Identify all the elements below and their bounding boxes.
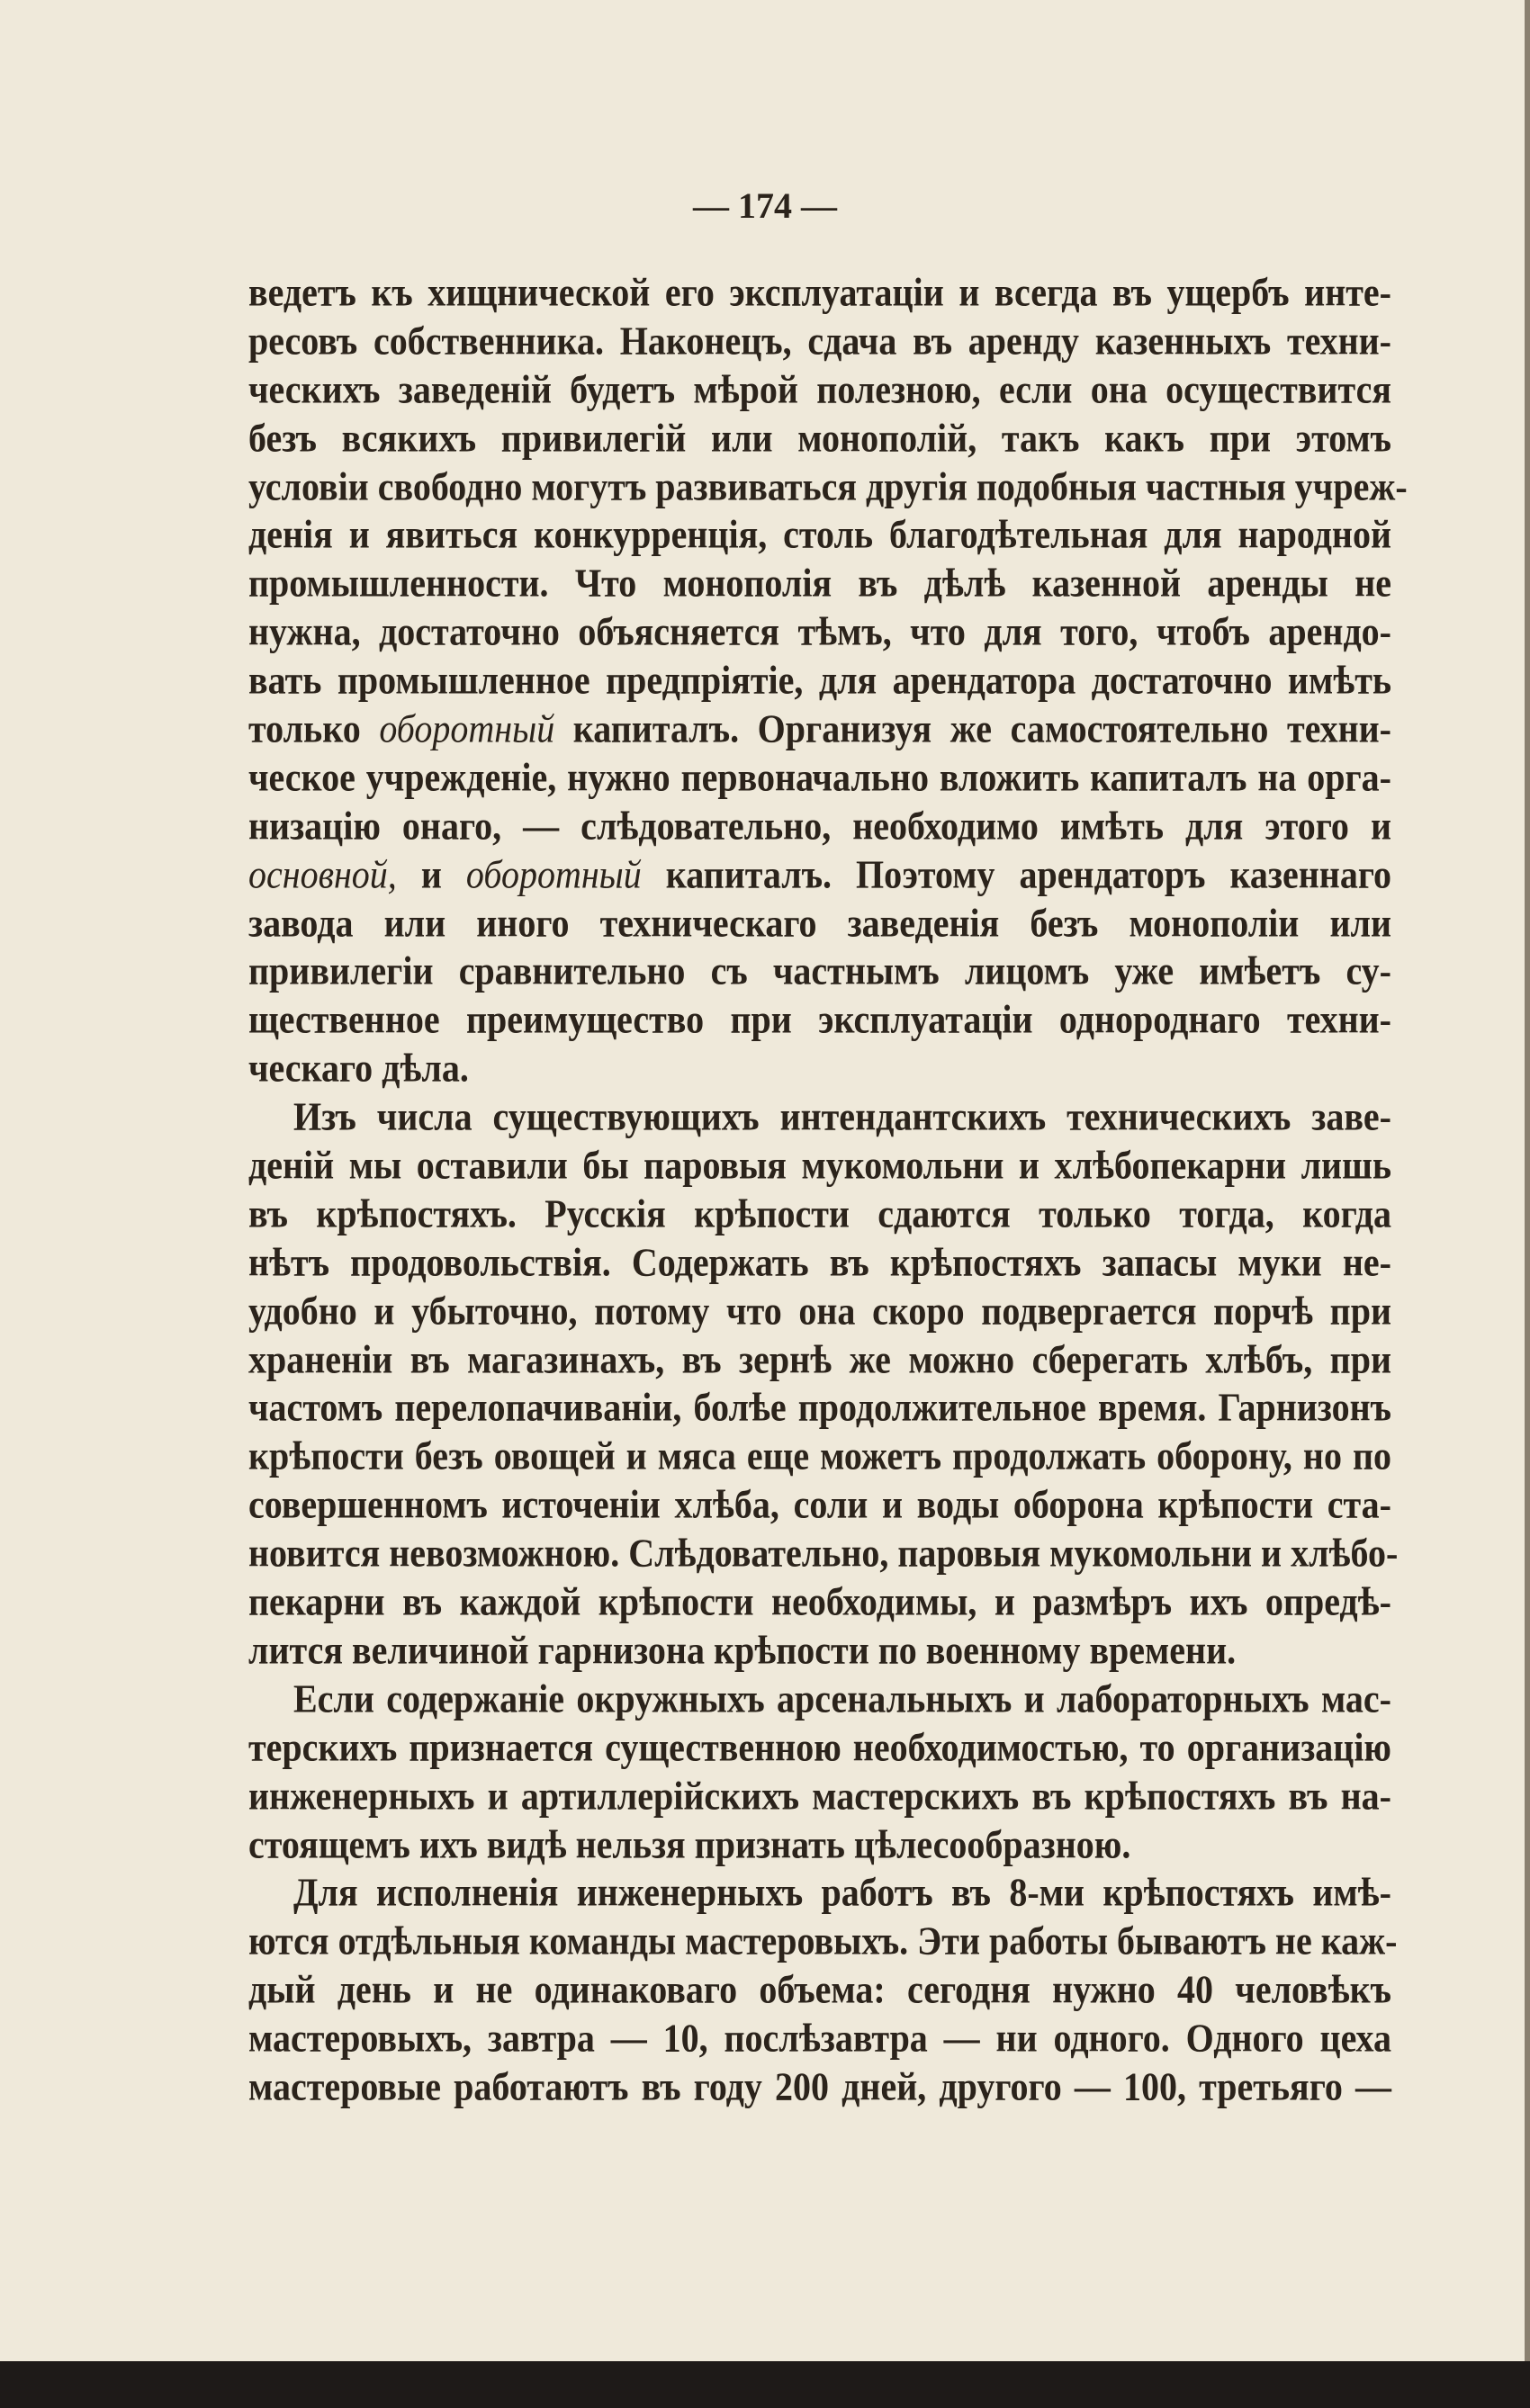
text-line [248,1187,1391,1241]
text-line [248,1672,1391,1726]
text-line [248,702,1391,756]
text-line [248,653,1391,707]
text-line [248,993,1391,1047]
text-segment: щественное преимущество при эксплуатаціи однороднаго техни- [248,996,1391,1043]
text-segment: безъ всякихъ привилегій или монополій, такъ какъ при этомъ [248,414,1391,461]
text-segment: новится невозможною. Слѣдовательно, паровыя мукомольни и хлѣбо- [248,1530,1399,1576]
text-line [248,1914,1398,1968]
text-segment: крѣпости безъ овощей и мяса еще можетъ продолжать оборону, но по [248,1433,1391,1479]
text-line [248,1283,1391,1337]
scan-edge-bottom [0,2361,1530,2408]
text-segment: денія и явиться конкурренція, столь благодѣтельная для народной [248,511,1391,558]
text-line [248,1768,1391,1822]
text-segment: мастеровые работаютъ въ году 200 дней, другого — 100, третьяго — [248,2063,1391,2109]
text-segment: Для исполненія инженерныхъ работъ въ 8-ми крѣпостяхъ имѣ- [293,1869,1391,1916]
text-segment: промышленности. Что монополія въ дѣлѣ казенной аренды не [248,560,1391,606]
text-segment: ческое учрежденіе, нужно первоначально вложить капиталъ на орга- [248,754,1391,800]
text-segment: только [248,705,380,751]
text-line [248,1235,1391,1289]
paragraph [248,1092,1399,1675]
text-segment: ведетъ къ хищнической его эксплуатаціи и всегда въ ущербъ инте- [248,269,1391,315]
paragraph [248,1675,1391,1869]
text-line [248,895,1391,949]
text-segment: стоящемъ ихъ видѣ нельзя признать цѣлесообразною. [248,1820,1131,1867]
text-line [248,750,1391,804]
text-line [248,1720,1391,1774]
text-line [248,1380,1391,1434]
text-line [248,605,1391,659]
italic-text: оборотный [465,850,642,897]
text-line [248,1041,1391,1095]
text-segment: привилегіи сравнительно съ частнымъ лицомъ уже имѣетъ су- [248,948,1391,994]
text-line [248,2011,1391,2065]
text-line [248,944,1391,998]
paragraph [248,1868,1398,2110]
text-segment: храненіи въ магазинахъ, въ зернѣ же можно сберегать хлѣбъ, при [248,1335,1391,1382]
page-number: — 174 — [693,185,837,226]
text-segment: совершенномъ источеніи хлѣба, соли и воды оборона крѣпости ста- [248,1481,1391,1527]
text-line [248,2060,1391,2114]
text-line [248,363,1391,417]
text-segment: и [396,850,466,897]
text-segment: капиталъ. Поэтому арендаторъ казеннаго [641,850,1392,897]
text-segment: дый день и не одинаковаго объема: сегодня нужно 40 человѣкъ [248,1966,1391,2012]
text-line [248,1138,1391,1192]
text-line [248,410,1391,464]
text-segment: завода или иного техническаго заведенія безъ монополіи или [248,899,1391,946]
text-segment: лится величиной гарнизона крѣпости по военному времени. [248,1627,1237,1673]
text-line [248,556,1391,610]
text-segment: Если содержаніе окружныхъ арсенальныхъ и лабораторныхъ мас- [293,1676,1391,1721]
text-line [248,508,1391,562]
text-line [248,1963,1391,2017]
text-segment: нужна, достаточно объясняется тѣмъ, что для того, чтобъ арендо- [248,608,1391,654]
italic-text: основной, [248,850,397,897]
text-line [248,847,1391,901]
text-segment: нѣтъ продовольствія. Содержать въ крѣпостяхъ запасы муки не- [248,1239,1391,1285]
text-segment: ческаго дѣла. [248,1045,469,1091]
text-segment: капиталъ. Организуя же самостоятельно техни- [554,705,1391,751]
text-segment: удобно и убыточно, потому что она скоро подвергается порчѣ при [248,1287,1391,1334]
scan-edge-right [1525,0,1530,2408]
text-line [248,314,1391,368]
text-line [248,459,1408,513]
text-line [248,799,1391,853]
text-line [248,1332,1391,1386]
text-segment: инженерныхъ и артиллерійскихъ мастерскихъ въ крѣпостяхъ въ на- [248,1772,1391,1819]
text-segment: ресовъ собственника. Наконецъ, сдача въ аренду казенныхъ техни- [248,318,1391,364]
text-segment: въ крѣпостяхъ. Русскія крѣпости сдаются только тогда, когда [248,1191,1391,1236]
text-segment: терскихъ признается существенною необходимостью, то организацію [248,1723,1391,1770]
text-segment: ческихъ заведеній будетъ мѣрой полезною, если она осуществится [248,366,1391,412]
text-segment: пекарни въ каждой крѣпости необходимы, и размѣръ ихъ опредѣ- [248,1578,1391,1624]
text-line [248,1429,1391,1483]
paragraph [248,268,1408,1092]
text-segment: Изъ числа существующихъ интендантскихъ техническихъ заве- [293,1093,1391,1139]
text-line [248,1478,1391,1532]
text-line [248,1575,1391,1629]
text-segment: низацію онаго, — слѣдовательно, необходимо имѣть для этого и [248,803,1391,849]
text-segment: деній мы оставили бы паровыя мукомольни и хлѣбопекарни лишь [248,1142,1391,1188]
text-line [248,1623,1391,1677]
text-segment: мастеровыхъ, завтра — 10, послѣзавтра — ни одного. Одного цеха [248,2015,1391,2061]
body-text [248,268,1408,2111]
text-line [248,1526,1399,1580]
text-line [248,1090,1391,1144]
text-segment: ются отдѣльныя команды мастеровыхъ. Эти работы бываютъ не каж- [248,1918,1398,1963]
italic-text: оборотный [379,705,555,751]
text-line [248,265,1391,319]
text-line [248,1817,1391,1871]
text-line [248,1865,1391,1919]
text-segment: условіи свободно могутъ развиваться другія подобныя частныя учреж- [248,463,1408,509]
text-segment: частомъ перелопачиваніи, болѣе продолжительное время. Гарнизонъ [248,1384,1391,1431]
text-segment: вать промышленное предпріятіе, для арендатора достаточно имѣть [248,657,1391,703]
